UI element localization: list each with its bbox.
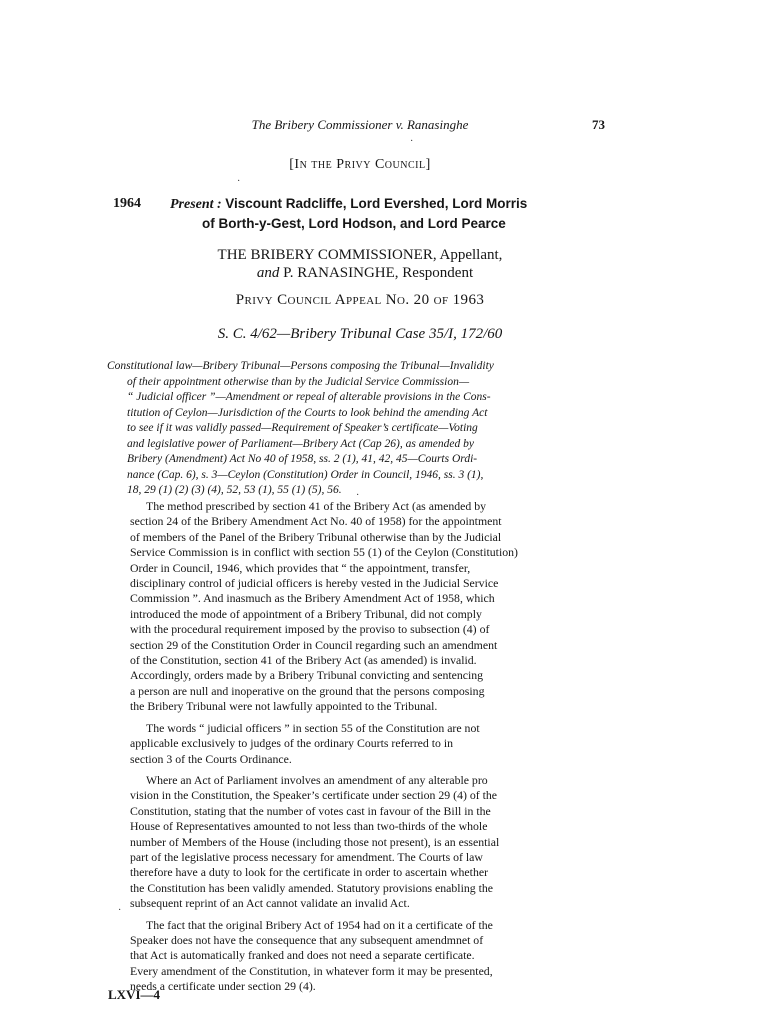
text-line: a person are null and inoperative on the ground that the persons composing xyxy=(130,683,485,698)
text-line: of members of the Panel of the Bribery Tribunal otherwise than by the Judicial xyxy=(130,529,502,544)
text-line: The words “ judicial officers ” in section 55 of the Constitution are not xyxy=(146,720,480,735)
text-line: that Act is automatically franked and does not need a separate certificate. xyxy=(130,948,475,963)
headnote-line: “ Judicial officer ”—Amendment or repeal of alterable provisions in the Cons- xyxy=(127,391,491,403)
text-line: disciplinary control of judicial officers is hereby vested in the Judicial Service xyxy=(130,576,499,591)
text-line: Speaker does not have the consequence that any subsequent amendmnet of xyxy=(130,932,484,947)
judges-line-2: of Borth-y-Gest, Lord Hodson, and Lord Pearce xyxy=(202,216,506,231)
text-line: section 3 of the Courts Ordinance. xyxy=(130,751,292,766)
running-head: The Bribery Commissioner v. Ranasinghe xyxy=(251,117,469,132)
text-line: number of Members of the House (including those not present), is an essential xyxy=(130,834,500,849)
court-heading xyxy=(110,157,610,173)
headnote-line: Bribery (Amendment) Act No 40 of 1958, ss. 2 (1), 41, 42, 45—Courts Ordi- xyxy=(127,453,478,465)
text-line: Accordingly, orders made by a Bribery Tribunal convicting and sentencing xyxy=(130,668,484,683)
headnote-line: titution of Ceylon—Jurisdiction of the Courts to look behind the amending Act xyxy=(127,406,488,419)
and-word: and xyxy=(256,265,280,281)
text-line: Commission ”. And inasmuch as the Bribery Amendment Act of 1958, which xyxy=(130,591,495,606)
text-line: of the Constitution, section 41 of the Bribery Act (as amended) is invalid. xyxy=(130,653,477,668)
paragraph-1 xyxy=(130,499,600,715)
text-line: the Constitution has been validly amended. Statutory provisions enabling the xyxy=(130,880,494,895)
court-label: [In the Privy Council] xyxy=(289,157,431,172)
headnote-line: nance (Cap. 6), s. 3—Ceylon (Constitution) Order in Council, 1946, ss. 3 (1), xyxy=(127,468,484,481)
scan-speck-dot: · xyxy=(118,905,122,916)
appeal-title: Privy Council Appeal No. 20 of 1963 xyxy=(235,292,485,308)
scan-speck-dot: · xyxy=(410,136,414,147)
body-text xyxy=(130,499,600,1001)
headnote-line: 18, 29 (1) (2) (3) (4), 52, 53 (1), 55 (1) (5), 56. xyxy=(127,484,342,496)
headnote xyxy=(107,359,600,499)
judges-line-1: Viscount Radcliffe, Lord Evershed, Lord Morris xyxy=(225,196,528,211)
present-block xyxy=(170,196,590,231)
appellant-line: THE BRIBERY COMMISSIONER, Appellant, xyxy=(217,247,503,263)
paragraph-3 xyxy=(130,773,600,912)
text-line: Constitution, stating that the number of votes cast in favour of the Bill in the xyxy=(130,803,491,818)
respondent-name: P. RANASINGHE, Respondent xyxy=(283,265,474,281)
text-line: with the procedural requirement imposed by the proviso to subsection (4) of xyxy=(130,622,490,637)
text-line: applicable exclusively to judges of the ordinary Courts referred to in xyxy=(130,736,454,751)
text-line: Every amendment of the Constitution, in whatever form it may be presented, xyxy=(130,963,493,978)
text-line: needs a certificate under section 29 (4). xyxy=(130,979,316,994)
text-line: the Bribery Tribunal were not lawfully appointed to the Tribunal. xyxy=(130,699,438,714)
case-reference: S. C. 4/62—Bribery Tribunal Case 35/I, 172/60 xyxy=(217,326,503,342)
text-line: Order in Council, 1946, which provides that “ the appointment, transfer, xyxy=(130,560,471,575)
scan-speck-dot: · xyxy=(356,490,360,501)
signature-mark: LXVI—4 xyxy=(108,987,161,1002)
headnote-line: to see if it was validly passed—Requirement of Speaker’s certificate—Voting xyxy=(127,422,478,434)
text-line: The fact that the original Bribery Act of 1954 had on it a certificate of the xyxy=(146,917,493,932)
present-label: Present : xyxy=(170,197,222,212)
text-line: subsequent reprint of an Act cannot validate an invalid Act. xyxy=(130,896,410,911)
page-number: 73 xyxy=(592,117,605,132)
headnote-line: Constitutional law—Bribery Tribunal—Persons composing the Tribunal—Invalidity xyxy=(107,360,494,372)
year-margin: 1964 xyxy=(113,196,141,211)
headnote-line: and legislative power of Parliament—Bribery Act (Cap 26), as amended by xyxy=(127,437,474,450)
parties-block xyxy=(110,246,610,282)
text-line: therefore have a duty to look for the certificate in order to ascertain whether xyxy=(130,865,489,880)
scan-speck-dot: · xyxy=(237,176,241,187)
text-line: vision in the Constitution, the Speaker’s certificate under section 29 (4) of the xyxy=(130,788,498,803)
text-line: Where an Act of Parliament involves an amendment of any alterable pro xyxy=(146,772,488,787)
text-line: section 24 of the Bribery Amendment Act No. 40 of 1958) for the appointment xyxy=(130,514,502,529)
headnote-line: of their appointment otherwise than by the Judicial Service Commission— xyxy=(127,375,470,388)
text-line: House of Representatives amounted to not less than two-thirds of the whole xyxy=(130,819,488,834)
text-line: introduced the mode of appointment of a Bribery Tribunal, did not comply xyxy=(130,606,482,621)
text-line: The method prescribed by section 41 of the Bribery Act (as amended by xyxy=(146,499,487,513)
text-line: Service Commission is in conflict with section 55 (1) of the Ceylon (Constitution) xyxy=(130,545,518,560)
respondent-line xyxy=(110,264,610,282)
text-line: part of the legislative process necessary for amendment. The Courts of law xyxy=(130,849,483,864)
paragraph-4 xyxy=(130,918,600,995)
text-line: section 29 of the Constitution Order in Council regarding such an amendment xyxy=(130,637,498,652)
paragraph-2 xyxy=(130,721,600,767)
